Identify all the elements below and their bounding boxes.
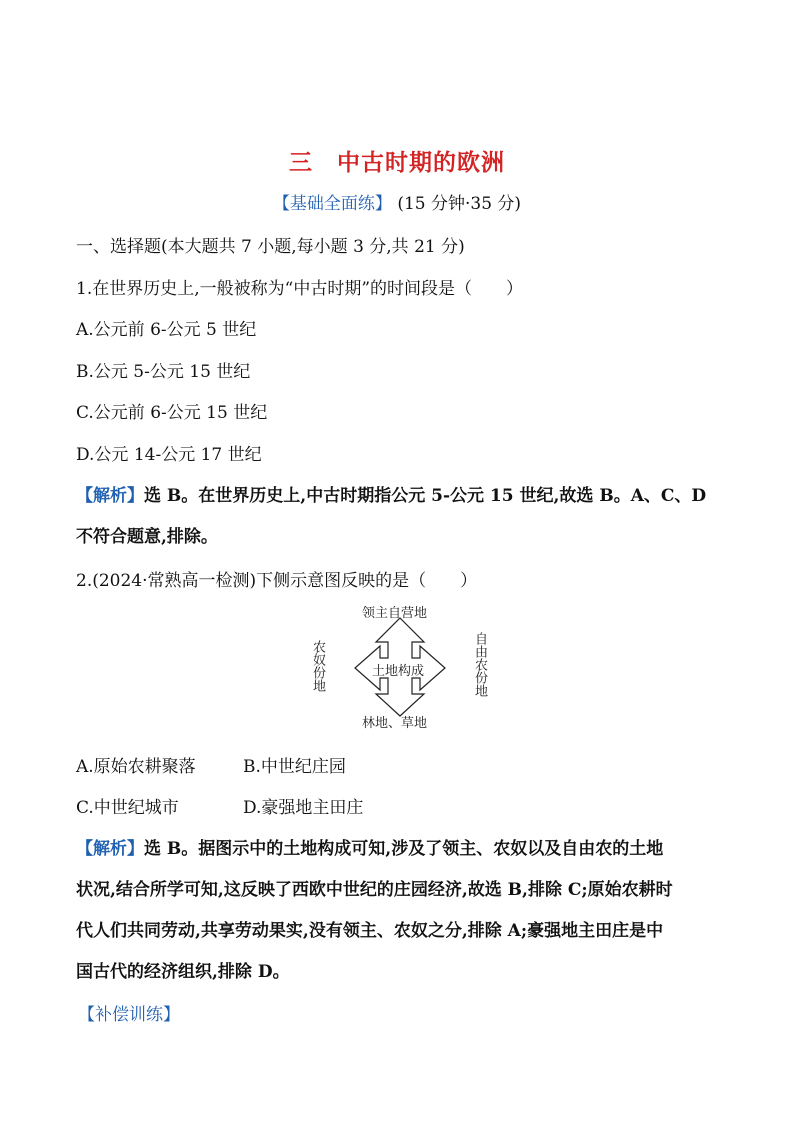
q2-analysis-line-1 xyxy=(76,834,663,859)
q2-stem: 2.(2024·常熟高一检测)下侧示意图反映的是（ ） xyxy=(76,571,478,591)
q1-option-b: B.公元 5-公元 15 世纪 xyxy=(76,362,251,382)
q1-analysis-line-2: 不符合题意,排除。 xyxy=(76,527,218,547)
section-name: 【基础全面练】 xyxy=(272,194,392,214)
section-header xyxy=(0,189,794,214)
land-composition-diagram xyxy=(300,598,500,733)
diagram-label-left: 农奴份地 xyxy=(310,640,325,692)
q2-options-row-2 xyxy=(76,793,363,818)
q2-analysis-line-2: 状况,结合所学可知,这反映了西欧中世纪的庄园经济,故选 B,排除 C;原始农耕时 xyxy=(76,880,673,900)
q2-option-d: D.豪强地主田庄 xyxy=(243,798,364,818)
q2-analysis-line-4: 国古代的经济组织,排除 D。 xyxy=(76,962,290,982)
diagram-label-bottom: 林地、草地 xyxy=(362,716,428,731)
q1-option-d: D.公元 14-公元 17 世纪 xyxy=(76,445,262,465)
diagram-label-center: 土地构成 xyxy=(372,664,425,679)
q2-option-a: A.原始农耕聚落 xyxy=(76,757,196,777)
q2-analysis-text-1: 选 B。据图示中的土地构成可知,涉及了领主、农奴以及自由农的土地 xyxy=(144,839,664,859)
q2-option-c: C.中世纪城市 xyxy=(76,798,179,818)
q2-option-b: B.中世纪庄园 xyxy=(243,757,346,777)
q1-option-c: C.公元前 6-公元 15 世纪 xyxy=(76,403,268,423)
q1-stem: 1.在世界历史上,一般被称为“中古时期”的时间段是（ ） xyxy=(76,279,524,299)
section-time: (15 分钟·35 分) xyxy=(397,194,522,214)
q1-analysis-line-1 xyxy=(76,481,706,506)
q2-options-row-1 xyxy=(76,752,346,777)
page-title: 三 中古时期的欧洲 xyxy=(289,150,505,176)
diagram-label-top: 领主自营地 xyxy=(362,606,428,621)
q1-option-a: A.公元前 6-公元 5 世纪 xyxy=(76,320,257,340)
q2-analysis-line-3: 代人们共同劳动,共享劳动果实,没有领主、农奴之分,排除 A;豪强地主田庄是中 xyxy=(76,921,664,941)
supplement-header: 【补偿训练】 xyxy=(78,1005,180,1025)
part-header: 一、选择题(本大题共 7 小题,每小题 3 分,共 21 分) xyxy=(76,237,465,257)
q1-analysis-tag: 【解析】 xyxy=(76,486,144,506)
q2-analysis-tag: 【解析】 xyxy=(76,839,144,859)
q1-analysis-text-1: 选 B。在世界历史上,中古时期指公元 5-公元 15 世纪,故选 B。A、C、D xyxy=(144,486,707,506)
diagram-label-right: 自由农份地 xyxy=(472,632,487,697)
